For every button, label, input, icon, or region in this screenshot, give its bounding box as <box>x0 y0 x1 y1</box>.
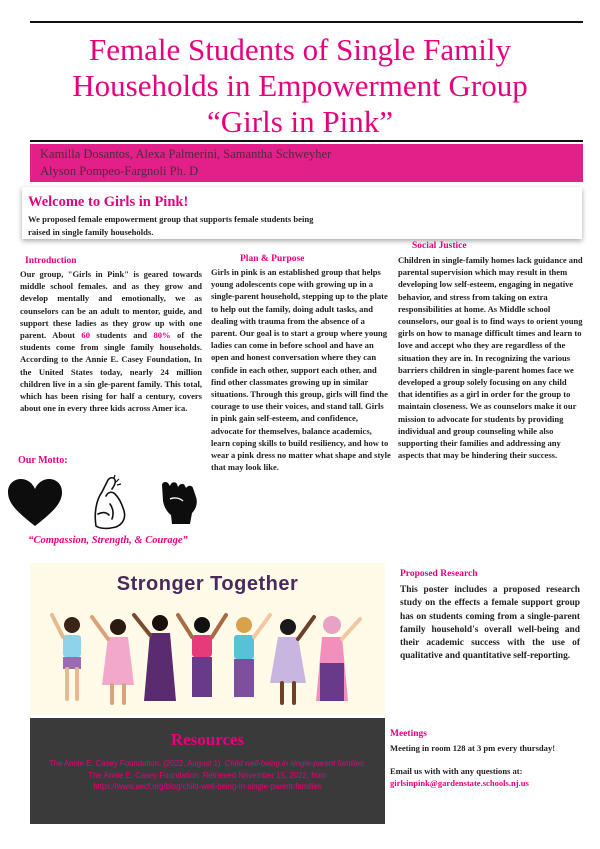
title-line-1: Female Students of Single Family <box>89 32 511 67</box>
citation-text-b: . The Annie E. Casey Foundation. Retrieved November 15, 2022, from https://www.aecf.org/blog/child-well-being-in-single-parent-families <box>88 759 367 791</box>
title-line-2: Households in Empowerment Group <box>72 68 528 103</box>
welcome-text-line-1: We proposed female empowerment group that supports female students being <box>28 214 314 224</box>
authors-line-2: Alyson Pompeo-Fargnoli Ph. D <box>40 164 199 178</box>
proposed-research-heading: Proposed Research <box>400 569 478 579</box>
intro-text-c: of the students come from single family households. According to the Annie E. Casey Foundation, In the United States today, nearly 24 million children live in a sin gle-parent family. This total, which has been rising for half a century, covers about one in every three kids across Amer ica. <box>20 330 203 414</box>
title-line-3: “Girls in Pink” <box>207 104 393 139</box>
intro-stat-percent: 80% <box>153 330 171 341</box>
plan-heading: Plan & Purpose <box>240 254 305 264</box>
girls-holding-hands-graphic <box>30 603 385 715</box>
title-bottom-rule <box>30 140 583 142</box>
motto-heading: Our Motto: <box>18 455 68 466</box>
motto-text: “Compassion, Strength, & Courage” <box>28 535 188 546</box>
heart-icon <box>6 478 64 528</box>
authors-line-1: Kamilla Dosantos, Alexa Palmerini, Samantha Schweyher <box>40 147 332 161</box>
introduction-text <box>20 268 202 414</box>
citation-text-a: The Annie E. Casey Foundation. (2022, August 1). <box>48 759 225 768</box>
author-band <box>30 144 583 182</box>
proposed-research-text: This poster includes a proposed research study on the effects a female support group has on students coming from a single-parent family household's overall well-being and their academic success with the use of qualitative and quantitative self-reporting. <box>400 585 580 662</box>
resources-panel <box>30 718 385 824</box>
top-rule <box>30 21 583 23</box>
intro-text-b: students and <box>89 330 154 341</box>
meeting-info: Meeting in room 128 at 3 pm every thursday! <box>390 743 556 753</box>
welcome-text-line-2: raised in single family households. <box>28 227 154 237</box>
resources-citation <box>30 758 385 793</box>
social-justice-text: Children in single-family homes lack guidance and parental supervision which may result in them developing low self-esteem, engaging in negative behavior, and stress from taking on extra responsibilities at home. As Middle school counselors, our goal is to find ways to orient young girls on how to manage difficult times and learn to love and accept who they are regardless of the situation they are in. In recognizing the various barriers children in single-parent homes face we developed a group solely focusing on any child that identifies as a girl in order for the group to maintain closeness. We as counselors make it our mission to advocate for students by providing individual and group counseling while also supporting their families and addressing any aspects that may be hindering their success. <box>398 255 583 461</box>
meetings-heading: Meetings <box>390 729 427 739</box>
citation-italic: Child well-being in single-parent families <box>224 759 364 768</box>
poster-title <box>20 32 580 140</box>
stronger-together-illustration <box>30 563 385 715</box>
welcome-text <box>28 213 576 239</box>
intro-stat-students: 60 <box>81 330 90 341</box>
email-link[interactable]: girlsinpink@gardenstate.schools.nj.us <box>390 778 529 789</box>
illustration-title: Stronger Together <box>116 573 299 595</box>
flexed-arm-icon <box>90 474 132 530</box>
email-label: Email us with with any questions at: <box>390 766 523 777</box>
introduction-heading: Introduction <box>25 256 77 266</box>
welcome-box <box>22 187 582 239</box>
raised-fist-icon <box>154 477 206 529</box>
intro-text-a: Our group, "Girls in Pink" is geared towards middle school females. and as they grow and develop mentally and emotionally, we as counselors can be an adult to mentor, guide, and support these ladies as they grow up with one parent. About <box>20 269 202 341</box>
social-justice-heading: Social Justice <box>412 241 467 251</box>
welcome-title: Welcome to Girls in Pink! <box>28 194 189 210</box>
plan-text: Girls in pink is an established group that helps young adolescents cope with growing up in a single-parent household, stepping up to the plate to help out the family, doing adult tasks, and dealing with trauma from the absence of a parent. Our goal is to start a group where young ladies can come in before school and have an open and honest conversation where they can confide in each other, support each other, and find other classmates growing up in similar situations. Through this group, girls will find the courage to use their voices, and stand tall. Girls in pink gain self-esteem, and confidence, advocate for themselves, balance academics, learn coping skills to build resiliency, and how to wear a pink dress no matter what shape and style that may look like. <box>211 267 391 473</box>
resources-title: Resources <box>170 730 245 749</box>
meetings-text <box>390 742 585 790</box>
